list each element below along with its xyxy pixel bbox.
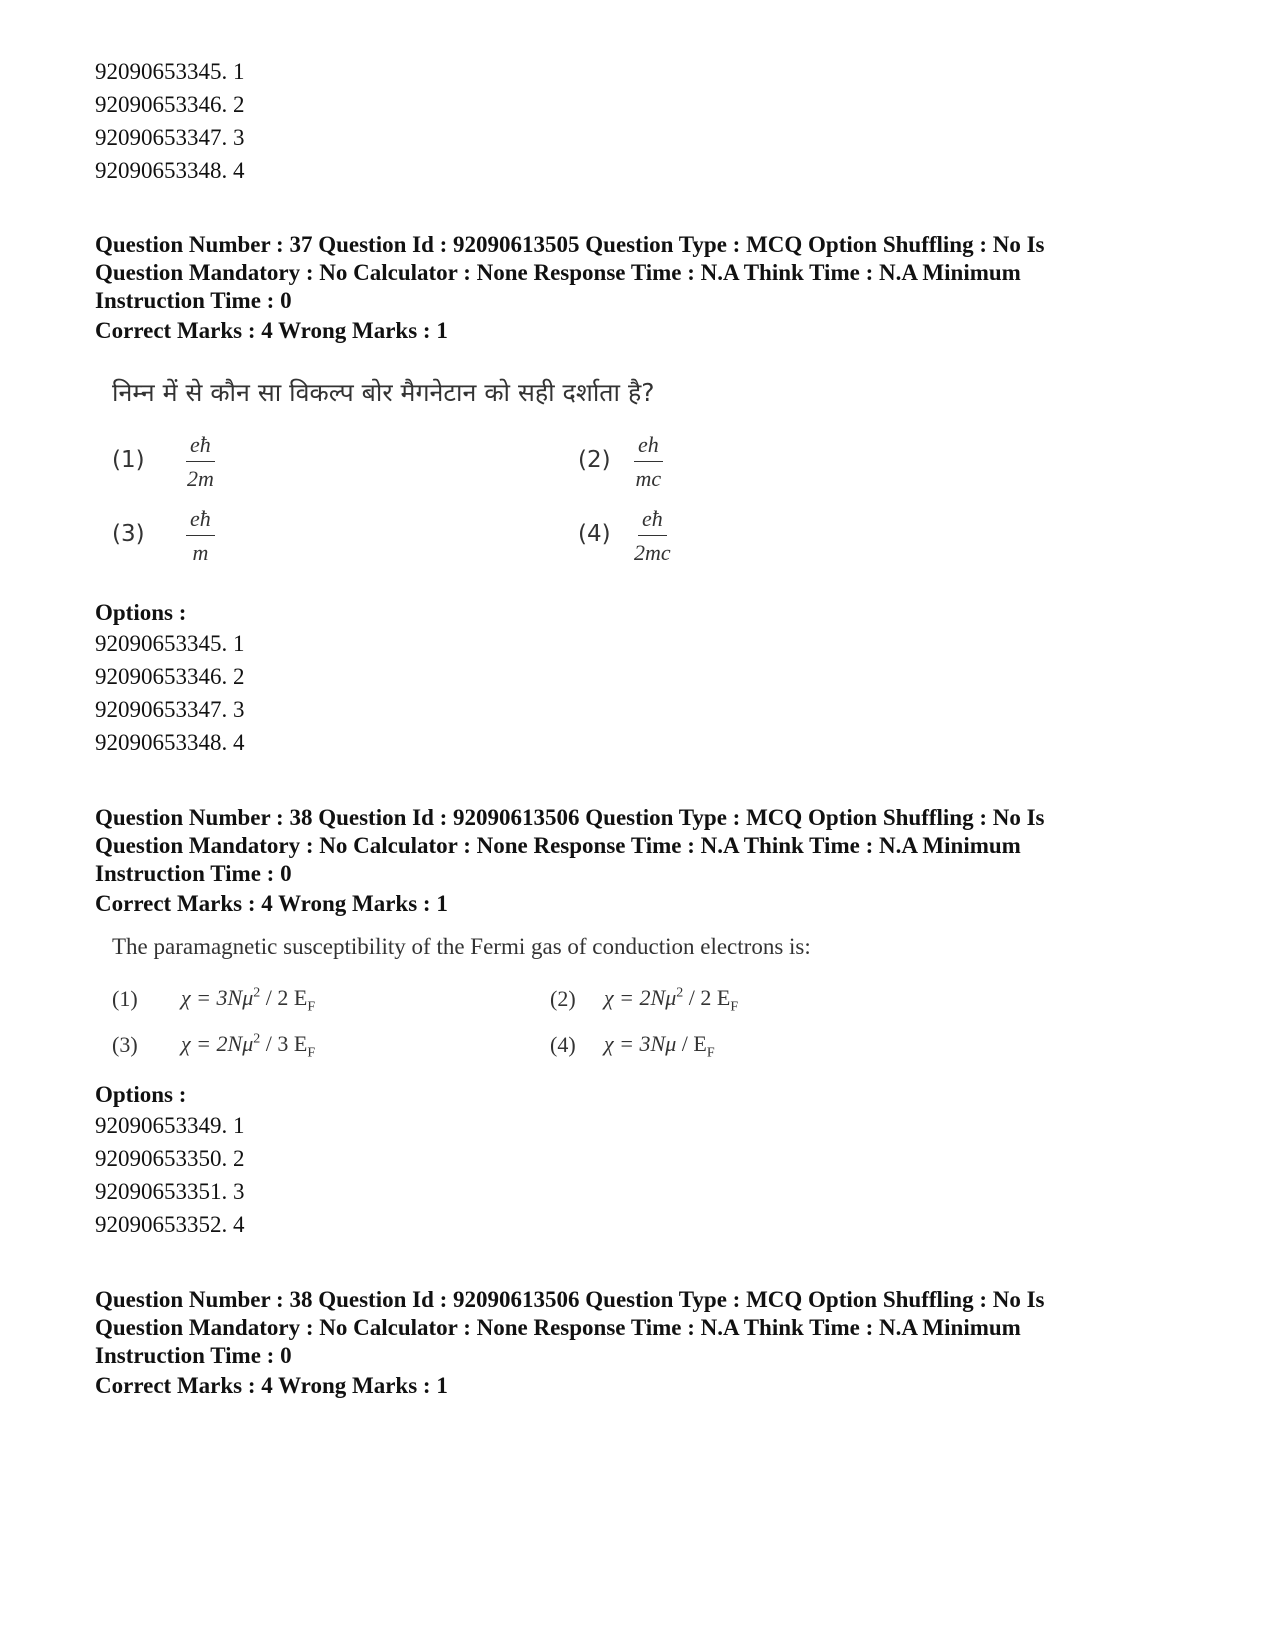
top-options-list xyxy=(95,55,245,187)
option-line: 92090653348. 4 xyxy=(95,730,245,755)
q38-choice-label: (2) xyxy=(550,986,576,1011)
q38-options-label: Options : xyxy=(95,1082,187,1107)
formula-subscript: F xyxy=(307,999,316,1015)
q37-choice-label: (4) xyxy=(578,521,611,547)
formula-lhs: χ = 2Nμ xyxy=(181,1031,254,1056)
fraction-denominator: 2mc xyxy=(634,540,671,565)
q38-meta-line: Instruction Time : 0 xyxy=(95,861,292,886)
q37-choice-label: (3) xyxy=(112,521,145,547)
option-line: 92090653347. 3 xyxy=(95,697,245,722)
fraction-numerator: eħ xyxy=(186,432,215,462)
fraction-denominator: 2m xyxy=(186,466,214,491)
formula-power: 2 xyxy=(676,985,684,1001)
q37-meta-line: Instruction Time : 0 xyxy=(95,288,292,313)
q37-options-list xyxy=(95,627,245,759)
option-line: 92090653350. 2 xyxy=(95,1146,245,1171)
q37-meta-line: Question Mandatory : No Calculator : None Response Time : N.A Think Time : N.A Minimum xyxy=(95,260,1021,285)
option-line: 92090653352. 4 xyxy=(95,1212,245,1237)
q38-question-text: The paramagnetic susceptibility of the Fermi gas of conduction electrons is: xyxy=(112,934,811,959)
q37-options-label: Options : xyxy=(95,600,187,625)
q38-repeat-meta-line: Instruction Time : 0 xyxy=(95,1343,292,1368)
formula-rhs: / 2 E xyxy=(683,985,731,1010)
q38-choice-formula xyxy=(181,985,315,1015)
q38-choice-formula xyxy=(181,1031,315,1061)
formula-lhs: χ = 3Nμ xyxy=(181,985,254,1010)
q38-choice-formula xyxy=(604,1031,715,1061)
formula-lhs: χ = 3Nμ xyxy=(604,1031,677,1056)
option-line: 92090653346. 2 xyxy=(95,664,245,689)
option-line: 92090653349. 1 xyxy=(95,1113,245,1138)
q38-repeat-meta-line: Question Number : 38 Question Id : 92090613506 Question Type : MCQ Option Shuffling : No Is xyxy=(95,1287,1045,1312)
q37-choice-formula xyxy=(186,506,215,566)
fraction-numerator: eħ xyxy=(638,506,667,536)
formula-rhs: / 2 E xyxy=(260,985,308,1010)
q37-choice-label: (1) xyxy=(112,447,145,473)
q37-question-text: निम्न में से कौन सा विकल्प बोर मैगनेटान को सही दर्शाता है? xyxy=(112,378,655,407)
formula-subscript: F xyxy=(307,1045,316,1061)
q38-repeat-marks: Correct Marks : 4 Wrong Marks : 1 xyxy=(95,1373,448,1398)
fraction-numerator: eh xyxy=(634,432,663,462)
q37-choice-label: (2) xyxy=(578,447,611,473)
fraction-numerator: eħ xyxy=(186,506,215,536)
q37-choice-formula xyxy=(186,432,215,492)
formula-rhs: / 3 E xyxy=(260,1031,308,1056)
q38-repeat-meta-line: Question Mandatory : No Calculator : None Response Time : N.A Think Time : N.A Minimum xyxy=(95,1315,1021,1340)
q38-choice-label: (3) xyxy=(112,1032,138,1057)
q38-choice-label: (1) xyxy=(112,986,138,1011)
option-line: 92090653347. 3 xyxy=(95,125,245,150)
q37-choice-formula xyxy=(634,506,671,566)
q38-meta xyxy=(95,804,1135,888)
q37-choice-formula xyxy=(634,432,663,492)
q38-options-list xyxy=(95,1109,245,1241)
option-line: 92090653345. 1 xyxy=(95,59,245,84)
formula-power: 2 xyxy=(253,1031,261,1047)
option-line: 92090653348. 4 xyxy=(95,158,245,183)
q38-marks: Correct Marks : 4 Wrong Marks : 1 xyxy=(95,891,448,916)
formula-subscript: F xyxy=(730,999,739,1015)
formula-lhs: χ = 2Nμ xyxy=(604,985,677,1010)
q38-repeat-meta xyxy=(95,1286,1135,1370)
option-line: 92090653346. 2 xyxy=(95,92,245,117)
q38-choice-label: (4) xyxy=(550,1032,576,1057)
formula-power: 2 xyxy=(253,985,261,1001)
fraction-denominator: m xyxy=(192,540,209,565)
q38-choice-formula xyxy=(604,985,738,1015)
q37-meta xyxy=(95,231,1135,315)
fraction-denominator: mc xyxy=(635,466,662,491)
q37-marks: Correct Marks : 4 Wrong Marks : 1 xyxy=(95,318,448,343)
q38-meta-line: Question Mandatory : No Calculator : None Response Time : N.A Think Time : N.A Minimum xyxy=(95,833,1021,858)
option-line: 92090653351. 3 xyxy=(95,1179,245,1204)
q38-meta-line: Question Number : 38 Question Id : 92090613506 Question Type : MCQ Option Shuffling : No Is xyxy=(95,805,1045,830)
formula-subscript: F xyxy=(706,1045,715,1061)
q37-meta-line: Question Number : 37 Question Id : 92090613505 Question Type : MCQ Option Shuffling : No Is xyxy=(95,232,1045,257)
formula-rhs: / E xyxy=(676,1031,707,1056)
option-line: 92090653345. 1 xyxy=(95,631,245,656)
